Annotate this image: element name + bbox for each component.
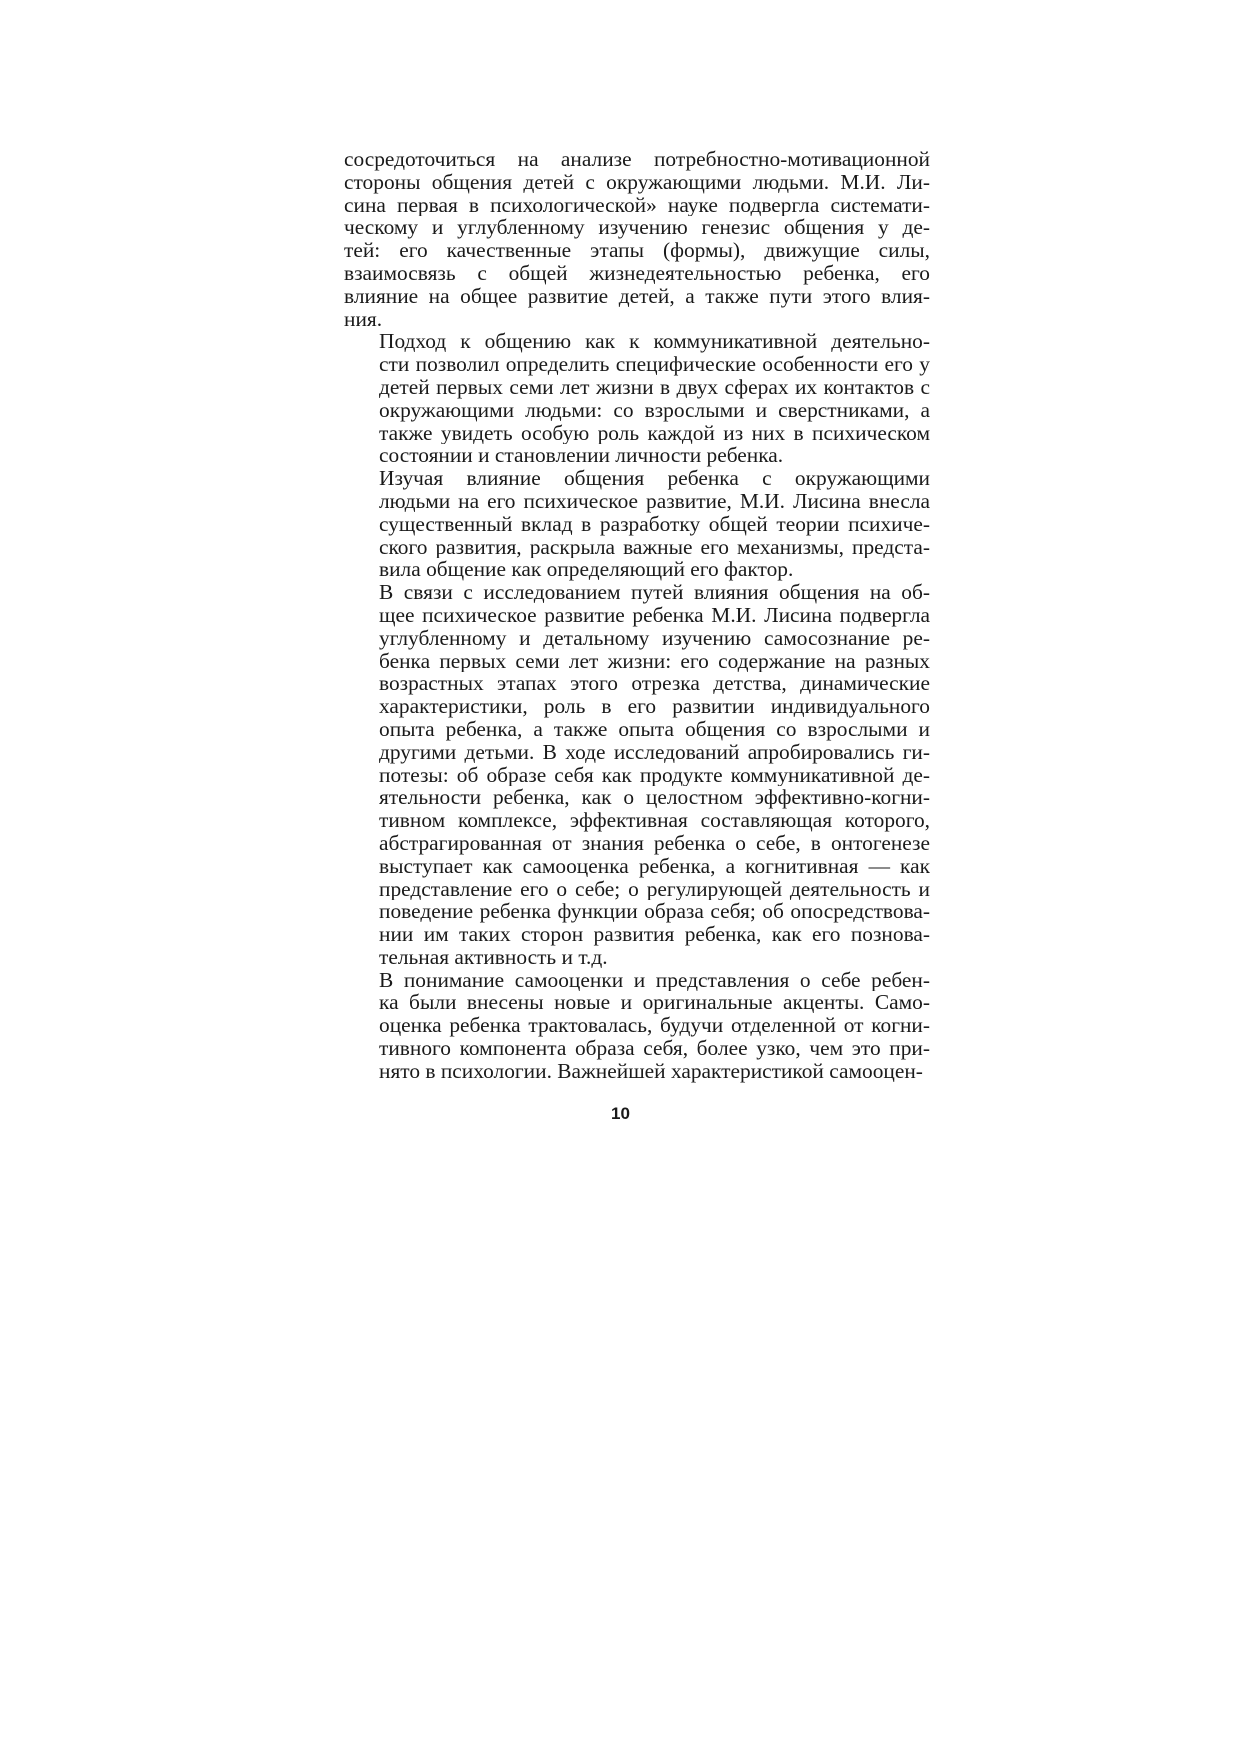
body-text: [344, 148, 930, 1083]
text-line: влияние на общее развитие детей, а также пути этого влия-: [344, 284, 930, 308]
text-line: существенный вклад в разработку общей теории психиче-: [379, 512, 930, 536]
text-line: тей: его качественные этапы (формы), движущие силы,: [344, 239, 930, 262]
text-line: тивного компонента образа себя, более узко, чем это при-: [379, 1037, 930, 1060]
paragraph: [344, 467, 930, 581]
text-line: детей первых семи лет жизни в двух сферах их контактов с: [379, 375, 930, 399]
text-line: абстрагированная от знания ребенка о себе, в онтогенезе: [379, 831, 930, 855]
text-line: ка были внесены новые и оригинальные акценты. Само-: [379, 991, 930, 1015]
text-line: щее психическое развитие ребенка М.И. Лисина подвергла: [379, 603, 930, 627]
text-line: В понимание самооценки и представления о себе ребен-: [379, 968, 930, 992]
text-line: опыта ребенка, а также опыта общения со взрослыми и: [379, 717, 930, 741]
text-line: тельная активность и т.д.: [379, 945, 608, 969]
text-line: стороны общения детей с окружающими людьми. М.И. Ли-: [344, 170, 930, 194]
page-number: 10: [611, 1104, 630, 1123]
text-line: также увидеть особую роль каждой из них в психическом: [379, 421, 930, 445]
text-line: выступает как самооценка ребенка, а когнитивная — как: [379, 854, 930, 878]
text-line: поведение ребенка функции образа себя; об опосредствова-: [379, 900, 930, 924]
text-line: потезы: об образе себя как продукте коммуникативной де-: [379, 763, 930, 787]
text-line: ского развития, раскрыла важные его механизмы, предста-: [379, 535, 930, 559]
text-line: ятельности ребенка, как о целостном эффективно-когни-: [379, 786, 930, 810]
text-line: В связи с исследованием путей влияния общения на об-: [379, 581, 930, 604]
text-line: оценка ребенка трактовалась, будучи отделенной от когни-: [379, 1014, 930, 1038]
text-line: Изучая влияние общения ребенка с окружающими: [379, 467, 930, 490]
text-line: взаимосвязь с общей жизнедеятельностью ребенка, его: [344, 261, 930, 285]
paragraph: [344, 330, 930, 467]
text-line: ния.: [344, 307, 383, 331]
text-line: Подход к общению как к коммуникативной деятельно-: [379, 330, 930, 354]
text-line: представление его о себе; о регулирующей деятельность и: [379, 877, 930, 901]
text-line: ческому и углубленному изучению генезис общения у де-: [344, 216, 930, 240]
text-line: сосредоточиться на анализе потребностно-мотивационной: [344, 148, 930, 171]
text-line: вила общение как определяющий его фактор.: [379, 558, 794, 582]
text-line: бенка первых семи лет жизни: его содержание на разных: [379, 649, 930, 673]
text-line: углубленному и детальному изучению самосознание ре-: [379, 626, 930, 650]
paragraph: [344, 581, 930, 969]
paragraph: [344, 969, 930, 1083]
text-line: сти позволил определить специфические особенности его у: [379, 353, 930, 376]
text-line: состоянии и становлении личности ребенка.: [379, 444, 784, 468]
text-line: возрастных этапах этого отрезка детства, динамические: [379, 672, 930, 696]
text-line: нято в психологии. Важнейшей характеристикой самооцен-: [379, 1059, 923, 1083]
text-line: окружающими людьми: со взрослыми и сверстниками, а: [379, 398, 930, 422]
text-line: другими детьми. В ходе исследований апробировались ги-: [379, 740, 930, 764]
text-line: сина первая в психологической» науке подвергла системати-: [344, 193, 930, 217]
text-line: нии им таких сторон развития ребенка, как его познова-: [379, 923, 930, 946]
text-line: людьми на его психическое развитие, М.И. Лисина внесла: [379, 489, 930, 513]
text-line: тивном комплексе, эффективная составляющая которого,: [379, 809, 930, 832]
paragraph: [344, 148, 930, 330]
text-line: характеристики, роль в его развитии индивидуального: [379, 695, 930, 718]
